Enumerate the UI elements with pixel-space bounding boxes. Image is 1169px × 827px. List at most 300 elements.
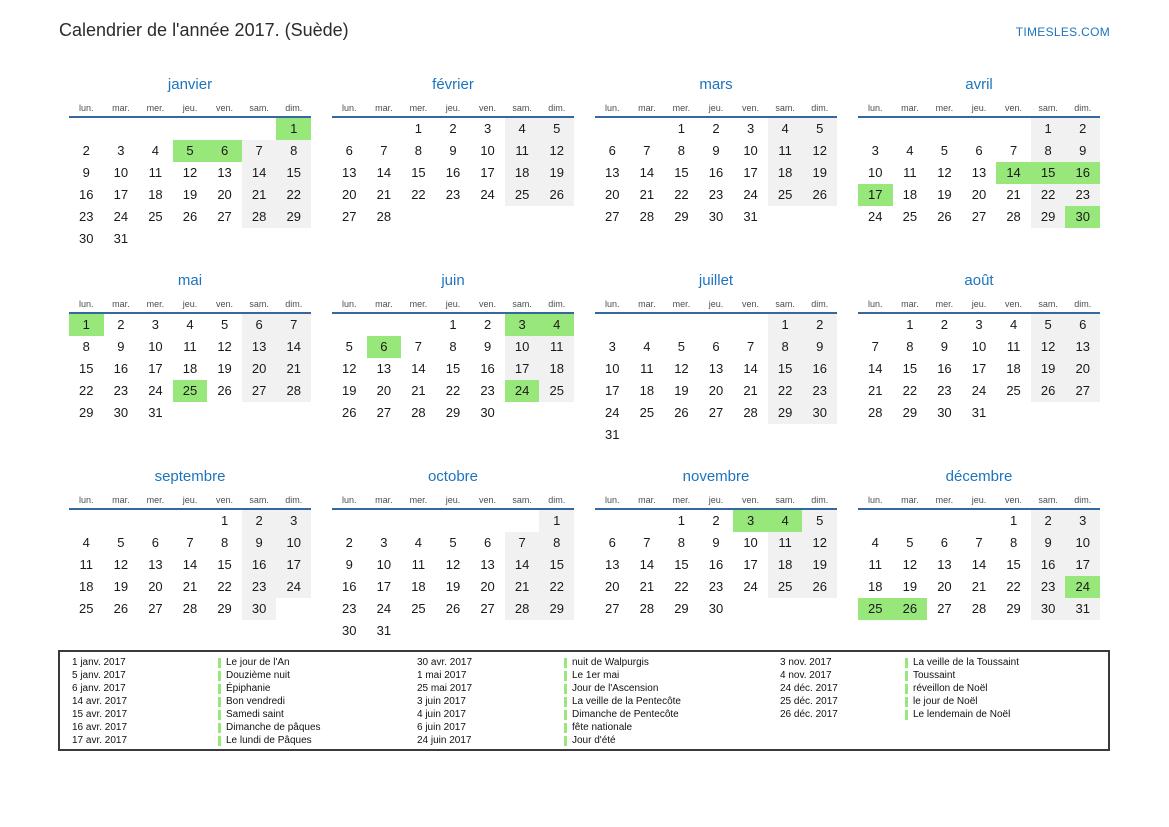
day-cell: 8 [414,143,423,158]
day-cell: 8 [1031,140,1066,162]
day-cell: 16 [708,557,724,572]
legend-date: 14 avr. 2017 [72,696,128,707]
weekday-label: sam. [1038,495,1058,505]
day-cell: 6 [242,314,277,336]
legend-item [72,708,321,721]
day-cell: 21 [276,358,311,380]
day-cell: 29 [217,601,232,616]
weekday-label: mar. [375,103,393,113]
month-août [858,271,1100,446]
day-cell: 17 [148,361,163,376]
day-cell-empty [768,424,803,446]
day-cell: 8 [449,339,457,354]
legend-item [417,734,681,747]
day-cell: 18 [505,162,540,184]
day-cell: 4 [906,143,914,158]
day-cell: 9 [449,143,457,158]
weekday-label: jeu. [971,495,987,505]
day-cell-empty [505,510,540,532]
day-cell-empty [768,206,803,228]
day-cell: 15 [79,361,94,376]
holiday-marker-icon [905,710,908,720]
day-cell: 30 [1065,206,1100,228]
day-cell: 22 [674,187,689,202]
day-cell-empty [470,206,505,228]
day-cell-empty [367,314,402,336]
day-cell-empty [699,424,734,446]
day-cell: 7 [276,314,311,336]
day-cell: 14 [376,165,392,180]
legend-group [417,656,681,747]
weekday-header-row [595,493,837,510]
day-cell: 26 [893,598,928,620]
weekday-label: jeu. [182,103,198,113]
day-cell: 1 [276,118,311,140]
weekday-label: jeu. [971,299,987,309]
legend-item [417,695,681,708]
day-cell: 11 [1006,339,1021,354]
day-cell: 6 [207,140,242,162]
day-cell-empty [505,206,540,228]
legend-holiday-name: Jour de l'Ascension [572,683,659,694]
weekday-label: jeu. [182,495,198,505]
day-cell-empty [893,510,928,532]
legend-item [417,682,681,695]
day-cell: 17 [605,383,620,398]
day-cell: 11 [79,557,94,572]
month-title: septembre [154,468,226,485]
day-cell: 9 [712,143,720,158]
day-cell: 1 [677,513,686,528]
day-cell: 31 [376,623,392,638]
day-cell: 2 [117,317,125,332]
day-cell: 23 [242,576,277,598]
day-cell: 9 [940,339,949,354]
day-cell: 8 [906,339,914,354]
weekday-label: jeu. [971,103,987,113]
legend-item [72,669,321,682]
day-cell: 29 [276,206,311,228]
day-cell: 7 [380,143,388,158]
legend-holiday-name: Le lundi de Pâques [226,735,312,746]
day-cell: 28 [639,601,655,616]
day-cell: 19 [1031,358,1066,380]
month-title: novembre [682,468,750,485]
weekday-label: ven. [742,103,760,113]
day-cell: 23 [480,383,495,398]
day-cell: 5 [539,118,574,140]
day-cell: 6 [367,336,402,358]
day-cell: 25 [902,209,918,224]
day-cell: 28 [182,601,198,616]
month-décembre [858,467,1100,642]
day-cell: 11 [505,140,540,162]
day-cell: 30 [342,623,357,638]
weekday-label: lun. [79,299,94,309]
day-cell: 3 [1065,510,1100,532]
day-cell: 21 [1006,187,1021,202]
day-cell: 21 [376,187,392,202]
weekday-label: jeu. [182,299,198,309]
day-cell: 17 [113,187,129,202]
weekday-label: mer. [146,495,165,505]
day-cell: 31 [148,405,163,420]
day-cell: 26 [342,405,357,420]
day-cell-empty [630,424,665,446]
weekday-label: mar. [112,299,130,309]
day-cell: 27 [242,380,277,402]
day-cell: 7 [975,535,983,550]
legend-item [72,682,321,695]
day-cell: 6 [975,143,983,158]
day-cell-empty [802,206,837,228]
day-cell: 29 [674,601,689,616]
day-cell: 18 [1006,361,1021,376]
day-cell: 25 [148,209,163,224]
day-cell-empty [173,118,208,140]
day-cell: 9 [712,535,720,550]
days-grid [858,314,1100,424]
weekday-label: mer. [409,103,428,113]
day-cell: 14 [996,162,1031,184]
day-cell: 12 [217,339,232,354]
weekday-label: mar. [112,103,130,113]
legend-holiday-name: Jour d'été [572,735,616,746]
day-cell: 20 [376,383,392,398]
holiday-marker-icon [564,723,567,733]
day-cell-empty [802,424,837,446]
day-cell: 25 [173,380,208,402]
legend-date: 5 janv. 2017 [72,670,126,681]
weekday-label: ven. [742,299,760,309]
day-cell: 15 [411,165,426,180]
weekday-header-row [858,297,1100,314]
weekday-label: sam. [1038,299,1058,309]
day-cell-empty [733,424,768,446]
months-grid [69,75,1100,642]
day-cell: 16 [802,358,837,380]
weekday-label: lun. [342,103,357,113]
day-cell: 23 [802,380,837,402]
weekday-label: mar. [638,103,656,113]
day-cell: 17 [743,165,758,180]
legend-holiday-name: Douzième nuit [226,670,290,681]
day-cell: 16 [1065,162,1100,184]
legend-item [417,656,681,669]
day-cell-empty [733,314,768,336]
day-cell: 21 [411,383,426,398]
day-cell: 14 [639,557,655,572]
legend-holiday-name: Le jour de l'An [226,657,290,668]
day-cell: 14 [743,361,758,376]
day-cell-empty [996,402,1031,424]
day-cell: 25 [505,184,540,206]
weekday-label: sam. [512,495,532,505]
day-cell: 12 [445,557,461,572]
legend-holiday-name: Bon vendredi [226,696,285,707]
day-cell: 8 [82,339,90,354]
month-juillet [595,271,837,446]
legend-holiday-name: Épiphanie [226,683,271,694]
legend-item [780,669,1019,682]
day-cell: 3 [380,535,388,550]
day-cell: 13 [605,165,620,180]
day-cell-empty [436,510,471,532]
holiday-marker-icon [564,658,567,668]
day-cell: 19 [802,162,837,184]
day-cell: 15 [445,361,461,376]
legend-item [780,708,1019,721]
weekday-label: mar. [638,495,656,505]
day-cell: 21 [182,579,198,594]
day-cell: 8 [539,532,574,554]
month-title: mars [699,76,733,93]
holiday-marker-icon [905,697,908,707]
day-cell: 11 [903,165,917,180]
days-grid [332,510,574,642]
day-cell: 24 [743,187,758,202]
weekday-label: sam. [775,103,795,113]
day-cell: 6 [1065,314,1100,336]
day-cell: 14 [411,361,426,376]
legend-holiday-name: Dimanche de pâques [226,722,321,733]
day-cell: 13 [605,557,620,572]
weekday-label: ven. [479,299,497,309]
legend-date: 4 juin 2017 [417,709,466,720]
days-grid [69,118,311,250]
weekday-label: lun. [342,495,357,505]
legend-group [72,656,321,747]
day-cell: 4 [82,535,90,550]
day-cell: 6 [608,535,616,550]
month-title: juillet [698,272,734,289]
day-cell: 8 [220,535,229,550]
day-cell-empty [893,118,928,140]
day-cell: 10 [276,532,311,554]
day-cell: 1 [677,121,686,136]
weekday-label: mer. [935,103,954,113]
day-cell-empty [207,228,242,250]
weekday-label: jeu. [708,299,724,309]
day-cell: 27 [971,209,987,224]
day-cell: 2 [1031,510,1066,532]
legend-date: 4 nov. 2017 [780,670,832,681]
day-cell: 21 [505,576,540,598]
day-cell: 22 [539,576,574,598]
weekday-label: mer. [935,495,954,505]
day-cell: 14 [242,162,277,184]
day-cell: 10 [480,143,495,158]
day-cell: 25 [1006,383,1021,398]
day-cell: 18 [79,579,94,594]
day-cell: 5 [1031,314,1066,336]
month-juin [332,271,574,446]
day-cell: 15 [217,557,232,572]
days-grid [858,510,1100,620]
day-cell: 3 [871,143,879,158]
weekday-label: ven. [216,103,234,113]
holiday-marker-icon [905,671,908,681]
day-cell: 12 [182,165,198,180]
day-cell: 20 [242,358,277,380]
weekday-label: lun. [605,299,620,309]
day-cell: 4 [151,143,160,158]
day-cell: 5 [173,140,208,162]
day-cell: 14 [505,554,540,576]
day-cell: 21 [971,579,987,594]
legend-date: 24 juin 2017 [417,735,472,746]
day-cell-empty [1065,402,1100,424]
weekday-label: dim. [285,103,303,113]
day-cell: 27 [148,601,163,616]
holiday-marker-icon [218,658,221,668]
day-cell: 12 [342,361,357,376]
day-cell: 5 [802,510,837,532]
days-grid [69,314,311,424]
day-cell: 7 [186,535,194,550]
day-cell: 15 [1031,162,1066,184]
weekday-label: mer. [672,103,691,113]
site-link[interactable]: TIMESLES.COM [1015,25,1110,39]
day-cell: 5 [940,143,949,158]
day-cell: 20 [148,579,163,594]
day-cell: 30 [708,601,724,616]
legend-item [780,682,1019,695]
weekday-label: dim. [1074,495,1092,505]
day-cell-empty [962,510,997,532]
month-title: janvier [167,76,213,93]
day-cell: 12 [902,557,918,572]
day-cell: 8 [1009,535,1018,550]
day-cell: 4 [539,314,574,336]
day-cell: 4 [414,535,423,550]
weekday-label: mer. [672,299,691,309]
day-cell: 30 [937,405,952,420]
legend-date: 1 janv. 2017 [72,657,126,668]
day-cell: 2 [242,510,277,532]
day-cell: 23 [113,383,129,398]
holiday-marker-icon [905,684,908,694]
day-cell: 18 [539,358,574,380]
day-cell: 20 [605,187,620,202]
day-cell: 15 [674,165,689,180]
day-cell-empty [539,402,574,424]
month-janvier [69,75,311,250]
day-cell: 21 [743,383,758,398]
day-cell-empty [332,510,367,532]
day-cell-empty [332,314,367,336]
legend-date: 15 avr. 2017 [72,709,128,720]
day-cell: 15 [276,162,311,184]
day-cell: 2 [802,314,837,336]
day-cell: 30 [1031,598,1066,620]
legend-holiday-name: Toussaint [913,670,956,681]
day-cell: 26 [802,576,837,598]
day-cell: 4 [768,118,803,140]
legend-item [417,669,681,682]
day-cell: 24 [868,209,883,224]
day-cell: 4 [186,317,194,332]
day-cell: 12 [1031,336,1066,358]
day-cell: 4 [1009,317,1018,332]
holiday-marker-icon [218,697,221,707]
day-cell: 24 [1065,576,1100,598]
day-cell: 19 [342,383,357,398]
day-cell: 22 [1031,184,1066,206]
day-cell-empty [173,228,208,250]
legend-date: 25 mai 2017 [417,683,473,694]
day-cell: 16 [342,579,357,594]
day-cell: 3 [151,317,160,332]
day-cell: 14 [971,557,987,572]
day-cell-empty [104,510,139,532]
legend-date: 6 janv. 2017 [72,683,126,694]
day-cell: 7 [643,143,651,158]
day-cell: 22 [445,383,461,398]
weekday-label: lun. [868,103,883,113]
day-cell: 15 [768,358,803,380]
weekday-label: mar. [638,299,656,309]
days-grid [595,118,837,228]
day-cell-empty [630,510,665,532]
weekday-label: mer. [146,299,165,309]
weekday-label: mar. [901,103,919,113]
day-cell: 31 [605,427,620,442]
holiday-marker-icon [564,697,567,707]
weekday-label: dim. [548,495,566,505]
day-cell: 9 [82,165,90,180]
day-cell: 25 [768,576,803,598]
weekday-label: dim. [1074,299,1092,309]
day-cell: 23 [445,187,461,202]
weekday-label: mer. [146,103,165,113]
day-cell: 28 [505,598,540,620]
day-cell: 9 [1031,532,1066,554]
day-cell: 30 [802,402,837,424]
weekday-label: dim. [1074,103,1092,113]
day-cell: 15 [674,557,689,572]
day-cell: 2 [940,317,949,332]
day-cell: 25 [539,380,574,402]
day-cell: 16 [79,187,94,202]
weekday-label: lun. [605,495,620,505]
day-cell: 12 [937,165,952,180]
day-cell: 25 [411,601,426,616]
legend-item [780,656,1019,669]
day-cell-empty [962,118,997,140]
day-cell: 24 [148,383,163,398]
month-octobre [332,467,574,642]
day-cell: 5 [117,535,125,550]
day-cell: 18 [148,187,163,202]
day-cell: 11 [640,361,654,376]
day-cell-empty [539,206,574,228]
day-cell: 6 [940,535,949,550]
day-cell-empty [436,206,471,228]
day-cell: 5 [906,535,914,550]
weekday-label: ven. [1005,103,1023,113]
holiday-marker-icon [218,710,221,720]
month-février [332,75,574,250]
day-cell-empty [858,118,893,140]
day-cell: 20 [342,187,357,202]
day-cell: 12 [802,532,837,554]
weekday-header-row [69,101,311,118]
day-cell: 8 [677,535,686,550]
day-cell: 5 [345,339,353,354]
day-cell: 1 [1009,513,1018,528]
day-cell: 12 [674,361,689,376]
